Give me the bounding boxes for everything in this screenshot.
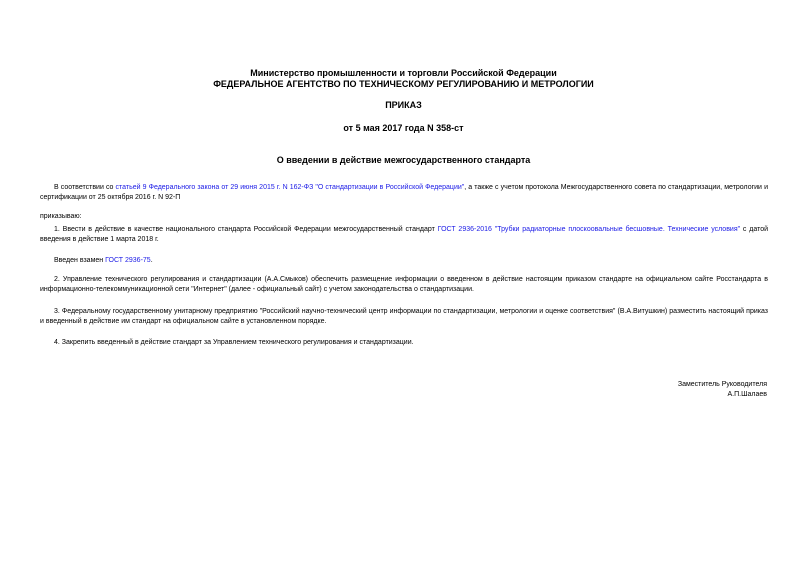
paragraph-item-1 [40,225,768,245]
ministry-heading: Министерство промышленности и торговли Российской Федерации [250,68,557,78]
replaced-text-after: . [150,257,153,264]
law-link[interactable]: статьей 9 Федерального закона от 29 июня 2015 г. N 162-ФЗ "О стандартизации в Российской Федерации" [115,184,465,191]
paragraph-basis-text-after: , а также с учетом протокола Межгосударственного совета по стандартизации, метрологии и сертификации от 25 октября 2016 г. N 92-П [40,184,768,201]
document-type: ПРИКАЗ [385,100,422,110]
signatory-title: Заместитель Руководителя [677,381,767,388]
agency-heading: ФЕДЕРАЛЬНОЕ АГЕНТСТВО ПО ТЕХНИЧЕСКОМУ РЕГУЛИРОВАНИЮ И МЕТРОЛОГИИ [213,79,594,89]
paragraph-replaced [40,256,768,266]
document-date-number: от 5 мая 2017 года N 358-ст [343,123,464,133]
paragraph-basis [40,183,768,203]
signatory-name: А.П.Шалаев [727,391,767,398]
paragraph-item-4: 4. Закрепить введенный в действие стандарт за Управлением технического регулирования и стандартизации. [54,339,414,346]
paragraph-item-3: 3. Федеральному государственному унитарному предприятию "Российский научно-технический центр информации по стандартизации, метрологии и оценке соответствия" (В.А.Витушкин) разместить настоящий приказ и введенный в действие им стандарт на официальном сайте в установленном порядке. [40,308,768,325]
paragraph-item-2: 2. Управление технического регулирования и стандартизации (А.А.Смыков) обеспечить размещение информации о введенном в действие настоящим приказом стандарте на официальном сайте Росстандарта в информационно-телекоммуникационной сети "Интернет" (далее - официальный сайт) с учетом законодательства о стандартизации. [40,276,768,293]
paragraph-basis-text-before: В соответствии со [54,184,116,191]
item-1-text-before: 1. Ввести в действие в качестве национального стандарта Российской Федерации межгосударственный стандарт [54,226,438,233]
document-subject: О введении в действие межгосударственного стандарта [276,155,531,165]
item-1-text-after: с датой введения в действие 1 марта 2018 г. [40,226,769,243]
replaced-text-before: Введен взамен [54,257,106,264]
order-word: приказываю: [40,213,82,220]
old-standard-link[interactable]: ГОСТ 2936-75 [105,257,151,264]
standard-link[interactable]: ГОСТ 2936-2016 "Трубки радиаторные плоскоовальные бесшовные. Технические условия" [437,226,741,233]
